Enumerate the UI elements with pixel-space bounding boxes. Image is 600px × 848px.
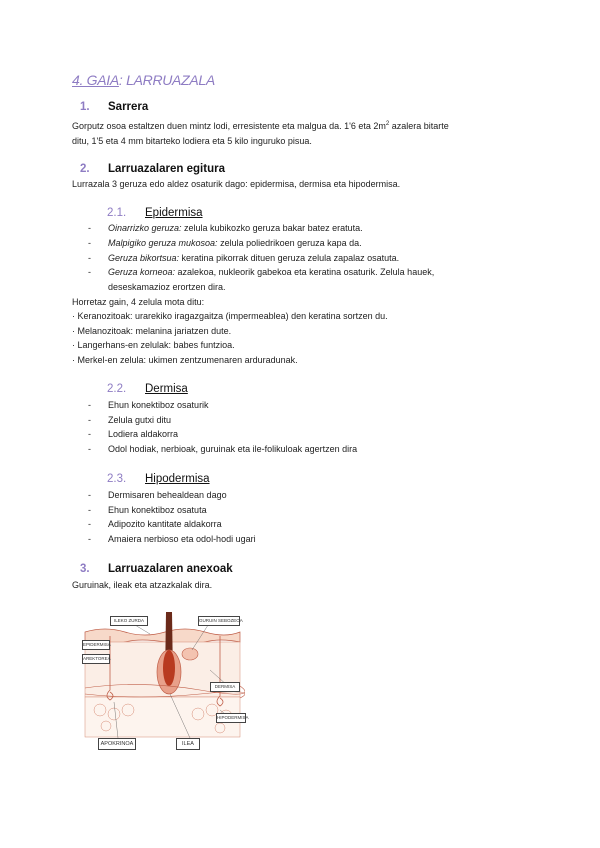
section-heading-egitura bbox=[80, 163, 225, 175]
subsection-title: Epidermisa bbox=[145, 207, 203, 219]
label-guruin-sebozeoa: GURUIN SEBOZEOA bbox=[198, 616, 240, 626]
paragraph-anexoak: Guruinak, ileak eta atzazkalak dira. bbox=[72, 580, 213, 590]
list-item: - Geruza bikortsua: keratina pikorrak dituen geruza zelula zapalaz osatuta. bbox=[88, 253, 400, 263]
page-title bbox=[72, 72, 215, 88]
list-item: - Zelula gutxi ditu bbox=[88, 415, 172, 425]
paragraph-text: azalera bitarte bbox=[389, 121, 449, 131]
label-ileko-zurda: ILEKO ZURDA bbox=[110, 616, 148, 626]
cell-type-item: · Merkel-en zelula: ukimen zentzumenaren arduradunak. bbox=[72, 355, 298, 365]
paragraph-text: ditu, 1'5 eta 4 mm bitarteko lodiera eta 5 kilo inguruko pisua. bbox=[72, 136, 312, 146]
superscript: 2 bbox=[385, 121, 390, 127]
section-heading-sarrera bbox=[80, 101, 148, 113]
cell-type-item: · Keranozitoak: urarekiko iragazgaitza (impermeablea) den keratina sortzen du. bbox=[72, 311, 388, 321]
section-title: Larruazalaren anexoak bbox=[108, 563, 233, 575]
subsection-title: Dermisa bbox=[145, 383, 188, 395]
label-dermisa: DERMISA bbox=[210, 682, 240, 692]
list-item: - Adipozito kantitate aldakorra bbox=[88, 519, 222, 529]
title-number: 4. GAIA bbox=[72, 72, 119, 88]
label-ilea: ILEA bbox=[176, 738, 200, 750]
subsection-title: Hipodermisa bbox=[145, 473, 210, 485]
subsection-number: 2.3. bbox=[107, 473, 127, 485]
subsection-heading-epidermisa bbox=[107, 207, 203, 219]
list-item: - Ehun konektiboz osatuta bbox=[88, 505, 207, 515]
section-heading-anexoak bbox=[80, 563, 233, 575]
list-item: - Amaiera nerbioso eta odol-hodi ugari bbox=[88, 534, 256, 544]
skin-diagram bbox=[80, 610, 249, 755]
list-item: - Geruza korneoa: azalekoa, nukleorik gabekoa eta keratina osaturik. Zelula hauek, deseskamazioz erortzen dira. bbox=[88, 267, 435, 292]
subsection-number: 2.2. bbox=[107, 383, 127, 395]
list-item: - Odol hodiak, nerbioak, guruinak eta ile-folikuloak agertzen dira bbox=[88, 444, 358, 454]
section-number: 1. bbox=[80, 101, 90, 113]
title-separator: : bbox=[118, 72, 123, 88]
title-text: LARRUAZALA bbox=[122, 72, 215, 88]
paragraph-cell-intro: Horretaz gain, 4 zelula mota ditu: bbox=[72, 297, 205, 307]
list-item: - Oinarrizko geruza: zelula kubikozko geruza bakar batez eratuta. bbox=[88, 223, 363, 233]
list-item: - Lodiera aldakorra bbox=[88, 429, 179, 439]
subsection-number: 2.1. bbox=[107, 207, 127, 219]
cell-type-item: · Langerhans-en zelulak: babes funtzioa. bbox=[72, 340, 235, 350]
paragraph-egitura: Lurrazala 3 geruza edo aldez osaturik dago: epidermisa, dermisa eta hipodermisa. bbox=[72, 179, 401, 189]
cell-type-item: · Melanozitoak: melanina jariatzen dute. bbox=[72, 326, 232, 336]
paragraph-text: Gorputz osoa estaltzen duen mintz lodi, erresistente eta malgua da. 1'6 eta 2m bbox=[72, 121, 386, 131]
label-arektorea: AREKTOREA bbox=[82, 654, 110, 664]
list-item: - Ehun konektiboz osaturik bbox=[88, 400, 209, 410]
list-item: - Dermisaren behealdean dago bbox=[88, 490, 227, 500]
paragraph-sarrera bbox=[72, 117, 532, 149]
label-epidermisa: EPIDERMISA bbox=[82, 640, 110, 650]
subsection-heading-hipodermisa bbox=[107, 473, 210, 485]
section-number: 3. bbox=[80, 563, 90, 575]
section-title: Larruazalaren egitura bbox=[108, 163, 225, 175]
subsection-heading-dermisa bbox=[107, 383, 188, 395]
list-item: - Malpigiko geruza mukosoa: zelula poliedrikoen geruza kapa da. bbox=[88, 238, 362, 248]
section-title: Sarrera bbox=[108, 101, 149, 113]
label-hipodermisa: HIPODERMISA bbox=[216, 713, 246, 723]
section-number: 2. bbox=[80, 163, 90, 175]
label-apokrinoa: APOKRINOA bbox=[98, 738, 136, 750]
